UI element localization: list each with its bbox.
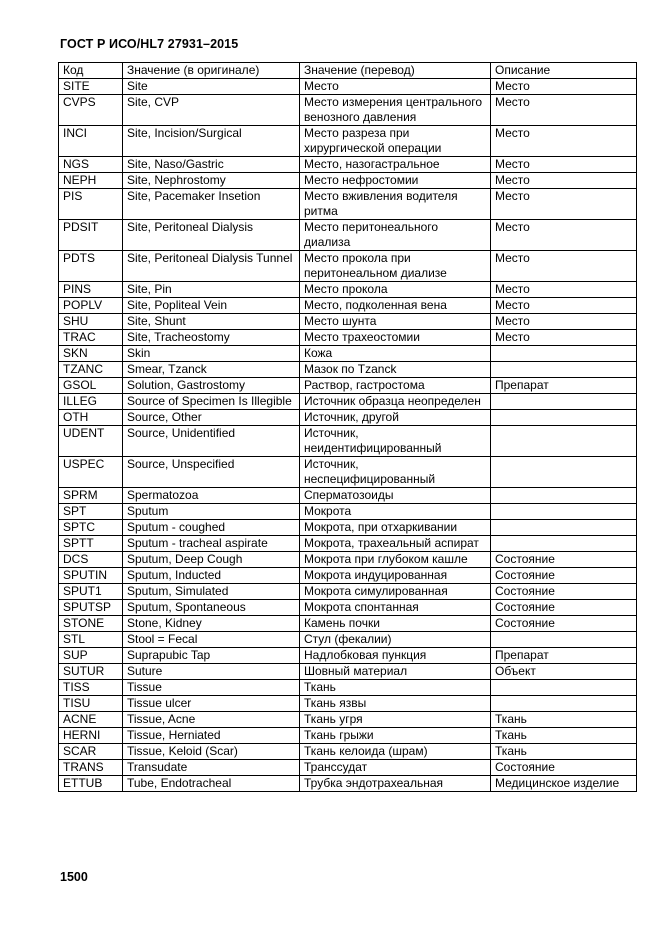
cell-original: Stone, Kidney bbox=[123, 616, 300, 632]
cell-translation: Мазок по Tzanck bbox=[300, 362, 491, 378]
cell-code: SPUTSP bbox=[59, 600, 123, 616]
cell-translation: Раствор, гастростома bbox=[300, 378, 491, 394]
cell-description: Медицинское изделие bbox=[491, 776, 637, 792]
cell-code: OTH bbox=[59, 410, 123, 426]
cell-description: Препарат bbox=[491, 648, 637, 664]
cell-original: Sputum, Inducted bbox=[123, 568, 300, 584]
cell-code: SKN bbox=[59, 346, 123, 362]
cell-description: Состояние bbox=[491, 760, 637, 776]
specimen-code-table bbox=[58, 62, 637, 792]
cell-description bbox=[491, 536, 637, 552]
cell-translation: Трубка эндотрахеальная bbox=[300, 776, 491, 792]
cell-code: PIS bbox=[59, 189, 123, 220]
cell-description bbox=[491, 520, 637, 536]
cell-description: Ткань bbox=[491, 712, 637, 728]
cell-original: Tissue, Keloid (Scar) bbox=[123, 744, 300, 760]
cell-translation: Место bbox=[300, 79, 491, 95]
cell-original: Site, Pacemaker Insetion bbox=[123, 189, 300, 220]
table-row bbox=[59, 79, 637, 95]
table-row bbox=[59, 584, 637, 600]
cell-translation: Место перитонеального диализа bbox=[300, 220, 491, 251]
cell-original: Stool = Fecal bbox=[123, 632, 300, 648]
cell-description: Состояние bbox=[491, 568, 637, 584]
cell-original: Spermatozoa bbox=[123, 488, 300, 504]
table-row bbox=[59, 504, 637, 520]
cell-translation: Место прокола bbox=[300, 282, 491, 298]
cell-original: Sputum - tracheal aspirate bbox=[123, 536, 300, 552]
cell-original: Source, Unidentified bbox=[123, 426, 300, 457]
cell-description: Ткань bbox=[491, 744, 637, 760]
cell-code: NEPH bbox=[59, 173, 123, 189]
cell-original: Source, Other bbox=[123, 410, 300, 426]
cell-description bbox=[491, 346, 637, 362]
cell-translation: Мокрота, трахеальный аспират bbox=[300, 536, 491, 552]
table-row bbox=[59, 251, 637, 282]
cell-code: TRAC bbox=[59, 330, 123, 346]
cell-code: NGS bbox=[59, 157, 123, 173]
table-row bbox=[59, 648, 637, 664]
cell-code: POPLV bbox=[59, 298, 123, 314]
cell-original: Sputum - coughed bbox=[123, 520, 300, 536]
table-row bbox=[59, 616, 637, 632]
cell-code: SPUT1 bbox=[59, 584, 123, 600]
cell-description: Место bbox=[491, 220, 637, 251]
cell-translation: Сперматозоиды bbox=[300, 488, 491, 504]
cell-translation: Ткань келоида (шрам) bbox=[300, 744, 491, 760]
table-row bbox=[59, 189, 637, 220]
table-row bbox=[59, 664, 637, 680]
cell-description bbox=[491, 696, 637, 712]
cell-original: Tissue bbox=[123, 680, 300, 696]
cell-original: Site, Peritoneal Dialysis bbox=[123, 220, 300, 251]
cell-code: GSOL bbox=[59, 378, 123, 394]
table-row bbox=[59, 314, 637, 330]
cell-translation: Место прокола при перитонеальном диализе bbox=[300, 251, 491, 282]
table-row bbox=[59, 173, 637, 189]
cell-translation: Камень почки bbox=[300, 616, 491, 632]
column-header-original: Значение (в оригинале) bbox=[123, 63, 300, 79]
cell-code: SPTT bbox=[59, 536, 123, 552]
page-number: 1500 bbox=[60, 870, 88, 884]
table-row bbox=[59, 776, 637, 792]
cell-description: Место bbox=[491, 79, 637, 95]
table-row bbox=[59, 760, 637, 776]
cell-code: STL bbox=[59, 632, 123, 648]
cell-translation: Кожа bbox=[300, 346, 491, 362]
table-row bbox=[59, 95, 637, 126]
table-row bbox=[59, 410, 637, 426]
cell-code: PINS bbox=[59, 282, 123, 298]
cell-code: TRANS bbox=[59, 760, 123, 776]
cell-code: DCS bbox=[59, 552, 123, 568]
table-row bbox=[59, 600, 637, 616]
cell-translation: Место, подколенная вена bbox=[300, 298, 491, 314]
cell-description: Состояние bbox=[491, 584, 637, 600]
cell-description: Объект bbox=[491, 664, 637, 680]
cell-translation: Место шунта bbox=[300, 314, 491, 330]
cell-original: Sputum, Spontaneous bbox=[123, 600, 300, 616]
cell-original: Source, Unspecified bbox=[123, 457, 300, 488]
cell-code: SUTUR bbox=[59, 664, 123, 680]
table-header-row bbox=[59, 63, 637, 79]
cell-code: TISS bbox=[59, 680, 123, 696]
cell-original: Transudate bbox=[123, 760, 300, 776]
cell-original: Sputum bbox=[123, 504, 300, 520]
cell-description: Состояние bbox=[491, 616, 637, 632]
cell-description bbox=[491, 488, 637, 504]
table-row bbox=[59, 362, 637, 378]
cell-translation: Мокрота спонтанная bbox=[300, 600, 491, 616]
table-row bbox=[59, 126, 637, 157]
cell-translation: Стул (фекалии) bbox=[300, 632, 491, 648]
cell-translation: Ткань язвы bbox=[300, 696, 491, 712]
cell-translation: Источник, неидентифицированный bbox=[300, 426, 491, 457]
cell-original: Site, Popliteal Vein bbox=[123, 298, 300, 314]
cell-translation: Место трахеостомии bbox=[300, 330, 491, 346]
table-row bbox=[59, 378, 637, 394]
table-row bbox=[59, 457, 637, 488]
table-row bbox=[59, 488, 637, 504]
column-header-code: Код bbox=[59, 63, 123, 79]
cell-original: Tissue, Acne bbox=[123, 712, 300, 728]
cell-original: Solution, Gastrostomy bbox=[123, 378, 300, 394]
cell-code: PDSIT bbox=[59, 220, 123, 251]
cell-translation: Надлобковая пункция bbox=[300, 648, 491, 664]
cell-description: Состояние bbox=[491, 552, 637, 568]
cell-original: Site, Peritoneal Dialysis Tunnel bbox=[123, 251, 300, 282]
cell-code: STONE bbox=[59, 616, 123, 632]
table-row bbox=[59, 536, 637, 552]
cell-code: INCI bbox=[59, 126, 123, 157]
column-header-translation: Значение (перевод) bbox=[300, 63, 491, 79]
cell-code: SPTC bbox=[59, 520, 123, 536]
cell-original: Skin bbox=[123, 346, 300, 362]
cell-code: UDENT bbox=[59, 426, 123, 457]
cell-translation: Ткань угря bbox=[300, 712, 491, 728]
cell-original: Tissue ulcer bbox=[123, 696, 300, 712]
table-row bbox=[59, 220, 637, 251]
cell-translation: Мокрота bbox=[300, 504, 491, 520]
cell-original: Site bbox=[123, 79, 300, 95]
cell-original: Site, Nephrostomy bbox=[123, 173, 300, 189]
cell-translation: Место вживления водителя ритма bbox=[300, 189, 491, 220]
cell-description bbox=[491, 410, 637, 426]
table-row bbox=[59, 696, 637, 712]
cell-code: USPEC bbox=[59, 457, 123, 488]
table-row bbox=[59, 728, 637, 744]
document-header: ГОСТ Р ИСО/HL7 27931–2015 bbox=[60, 37, 239, 51]
cell-original: Smear, Tzanck bbox=[123, 362, 300, 378]
cell-description: Место bbox=[491, 330, 637, 346]
cell-translation: Источник образца неопределен bbox=[300, 394, 491, 410]
cell-translation: Источник, неспецифицированный bbox=[300, 457, 491, 488]
cell-original: Site, CVP bbox=[123, 95, 300, 126]
cell-translation: Место измерения центрального венозного давления bbox=[300, 95, 491, 126]
cell-original: Sputum, Simulated bbox=[123, 584, 300, 600]
cell-code: ILLEG bbox=[59, 394, 123, 410]
cell-code: ACNE bbox=[59, 712, 123, 728]
cell-translation: Место, назогастральное bbox=[300, 157, 491, 173]
cell-code: SUP bbox=[59, 648, 123, 664]
cell-description: Место bbox=[491, 282, 637, 298]
table-row bbox=[59, 282, 637, 298]
cell-code: TISU bbox=[59, 696, 123, 712]
cell-original: Site, Naso/Gastric bbox=[123, 157, 300, 173]
table-row bbox=[59, 426, 637, 457]
cell-translation: Мокрота индуцированная bbox=[300, 568, 491, 584]
cell-description bbox=[491, 504, 637, 520]
table-row bbox=[59, 680, 637, 696]
cell-original: Suture bbox=[123, 664, 300, 680]
table-row bbox=[59, 394, 637, 410]
cell-original: Site, Tracheostomy bbox=[123, 330, 300, 346]
table-row bbox=[59, 552, 637, 568]
cell-description: Ткань bbox=[491, 728, 637, 744]
table-row bbox=[59, 744, 637, 760]
cell-description: Состояние bbox=[491, 600, 637, 616]
cell-original: Site, Shunt bbox=[123, 314, 300, 330]
cell-translation: Транссудат bbox=[300, 760, 491, 776]
cell-code: HERNI bbox=[59, 728, 123, 744]
cell-code: CVPS bbox=[59, 95, 123, 126]
cell-code: SPT bbox=[59, 504, 123, 520]
cell-description: Препарат bbox=[491, 378, 637, 394]
cell-code: SPRM bbox=[59, 488, 123, 504]
cell-translation: Место нефростомии bbox=[300, 173, 491, 189]
cell-original: Suprapubic Tap bbox=[123, 648, 300, 664]
column-header-description: Описание bbox=[491, 63, 637, 79]
cell-original: Site, Incision/Surgical bbox=[123, 126, 300, 157]
cell-description bbox=[491, 394, 637, 410]
table-row bbox=[59, 712, 637, 728]
table-row bbox=[59, 568, 637, 584]
cell-description: Место bbox=[491, 251, 637, 282]
cell-description: Место bbox=[491, 126, 637, 157]
cell-description bbox=[491, 362, 637, 378]
cell-description: Место bbox=[491, 95, 637, 126]
cell-translation: Ткань грыжи bbox=[300, 728, 491, 744]
cell-description bbox=[491, 426, 637, 457]
cell-translation: Место разреза при хирургической операции bbox=[300, 126, 491, 157]
cell-translation: Источник, другой bbox=[300, 410, 491, 426]
cell-description bbox=[491, 632, 637, 648]
table-row bbox=[59, 157, 637, 173]
table-row bbox=[59, 520, 637, 536]
cell-code: SPUTIN bbox=[59, 568, 123, 584]
cell-description: Место bbox=[491, 157, 637, 173]
cell-translation: Мокрота при глубоком кашле bbox=[300, 552, 491, 568]
cell-code: ETTUB bbox=[59, 776, 123, 792]
cell-translation: Мокрота, при отхаркивании bbox=[300, 520, 491, 536]
table-row bbox=[59, 330, 637, 346]
cell-description: Место bbox=[491, 173, 637, 189]
cell-original: Tissue, Herniated bbox=[123, 728, 300, 744]
cell-original: Sputum, Deep Cough bbox=[123, 552, 300, 568]
cell-description: Место bbox=[491, 298, 637, 314]
cell-code: TZANC bbox=[59, 362, 123, 378]
cell-code: SITE bbox=[59, 79, 123, 95]
cell-description bbox=[491, 457, 637, 488]
table-row bbox=[59, 632, 637, 648]
cell-original: Tube, Endotracheal bbox=[123, 776, 300, 792]
cell-code: SHU bbox=[59, 314, 123, 330]
cell-translation: Ткань bbox=[300, 680, 491, 696]
cell-code: PDTS bbox=[59, 251, 123, 282]
cell-original: Source of Specimen Is Illegible bbox=[123, 394, 300, 410]
cell-code: SCAR bbox=[59, 744, 123, 760]
cell-translation: Мокрота симулированная bbox=[300, 584, 491, 600]
table-row bbox=[59, 298, 637, 314]
cell-description bbox=[491, 680, 637, 696]
cell-description: Место bbox=[491, 189, 637, 220]
cell-translation: Шовный материал bbox=[300, 664, 491, 680]
table-row bbox=[59, 346, 637, 362]
cell-description: Место bbox=[491, 314, 637, 330]
cell-original: Site, Pin bbox=[123, 282, 300, 298]
